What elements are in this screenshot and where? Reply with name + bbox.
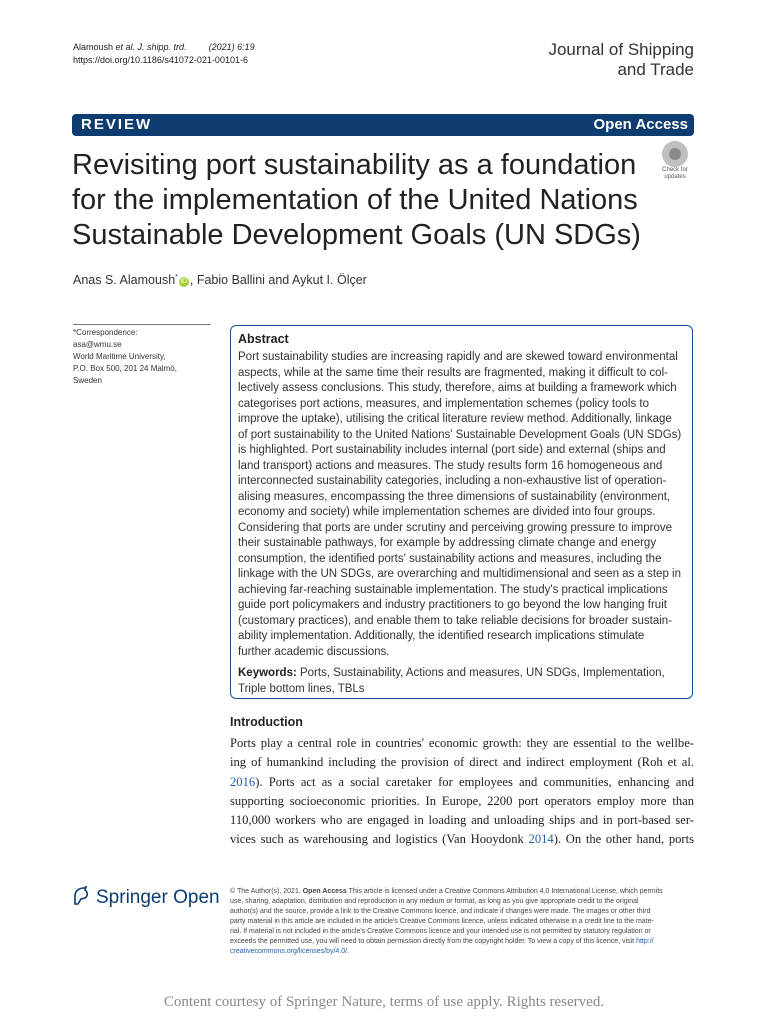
intro-line: Ports play a central role in countries' economic growth: they are essential to the wellbe- bbox=[230, 736, 694, 750]
abstract-line: (customary practices), and enable them to take reliable decisions for broader sustain- bbox=[238, 614, 673, 627]
intro-line-text: ). Ports act as a social caretaker for employees and communities, enhancing and bbox=[255, 774, 694, 789]
intro-line: 110,000 workers who are engaged in loading and unloading ships and in port-based ser- bbox=[230, 813, 694, 828]
check-updates-line1: Check for bbox=[662, 167, 688, 173]
abstract-line: Port sustainability studies are increasing rapidly and are skewed toward environmental bbox=[238, 351, 678, 363]
reference-link[interactable]: 2014 bbox=[528, 832, 554, 847]
publisher-name: Springer bbox=[96, 887, 168, 908]
author-list bbox=[73, 273, 367, 287]
license-line: rial. If material is not included in the article's Creative Commons licence and your intended use is not permitted by statutory regulation or bbox=[230, 928, 651, 935]
orcid-icon[interactable]: iD bbox=[180, 278, 188, 285]
keywords-label: Keywords: bbox=[238, 667, 297, 679]
correspondence-block bbox=[73, 327, 213, 387]
doi-link[interactable]: https://doi.org/10.1186/s41072-021-00101-6 bbox=[73, 55, 248, 65]
abstract-line: ability implementation. Additionally, the identified research implications stimulate bbox=[238, 630, 645, 642]
footer-notice: Content courtesy of Springer Nature, terms of use apply. Rights reserved. bbox=[163, 994, 605, 1010]
keywords bbox=[238, 666, 684, 697]
abstract-line: consumption, the identified ports' sustainability actions and measures, including the bbox=[238, 552, 662, 565]
license-open-access: Open Access bbox=[302, 888, 347, 895]
abstract-line: their sustainable pathways, for example by addressing climate change and energy bbox=[238, 537, 657, 549]
abstract-line: alising measures, encompassing the three dimensions of sustainability (environment, bbox=[238, 490, 671, 503]
corresponding-mark: * bbox=[175, 273, 178, 281]
citation-author: Alamoush bbox=[73, 42, 116, 52]
journal-name bbox=[548, 40, 694, 80]
correspondence-email[interactable]: asa@wmu.se bbox=[73, 340, 122, 349]
article-title: Revisiting port sustainability as a foundation for the implementation of the United Nations Sustainable Development Goals (UN SDGs) bbox=[72, 149, 641, 251]
springer-open-logo bbox=[72, 886, 220, 909]
affiliation-line2: P.O. Box 500, 201 24 Malmö, bbox=[73, 364, 177, 373]
correspondence-label: *Correspondence: bbox=[73, 328, 138, 337]
license-text bbox=[230, 887, 696, 957]
license-line: party material in this article are included in the article's Creative Commons licence, unless indicated otherwise in a credit line to the mate- bbox=[230, 918, 654, 925]
abstract-line: linkage with the UN SDGs, are overarching and multidimensional and seen as a step in bbox=[238, 568, 681, 580]
citation-year: (2021) 6:19 bbox=[208, 42, 255, 52]
intro-line bbox=[230, 830, 694, 849]
abstract-heading: Abstract bbox=[238, 332, 289, 346]
citation-line bbox=[73, 42, 255, 52]
keywords-line1: Ports, Sustainability, Actions and measures, UN SDGs, Implementation, bbox=[296, 667, 665, 679]
license-line: exceeds the permitted use, you will need to obtain permission directly from the copyright holder. To view a copy of this licence, visit bbox=[230, 938, 637, 945]
open-access-label: Open Access bbox=[593, 116, 688, 133]
check-updates-icon bbox=[662, 141, 688, 167]
article-type-label: REVIEW bbox=[81, 116, 153, 133]
intro-line: supporting socioeconomic priorities. In Europe, 2200 port operators employ more than bbox=[230, 793, 694, 808]
license-line: use, sharing, adaptation, distribution and reproduction in any medium or format, as long as you give appropriate credit to the original bbox=[230, 898, 639, 905]
abstract-line: aspects, while at the same time their results are fragmented, making it difficult to col- bbox=[238, 366, 668, 379]
license-end: . bbox=[347, 948, 350, 955]
intro-line bbox=[230, 773, 694, 792]
publisher-suffix: Open bbox=[173, 887, 220, 908]
copyright: © The Author(s), 2021. bbox=[230, 888, 303, 895]
check-updates-line2: updates bbox=[664, 174, 686, 180]
introduction-text bbox=[230, 734, 694, 850]
introduction-heading: Introduction bbox=[230, 715, 303, 729]
license-line: This article is licensed under a Creative Commons Attribution 4.0 International License, which permits bbox=[346, 888, 663, 895]
affiliation-line3: Sweden bbox=[73, 376, 102, 385]
license-link-cont[interactable]: creativecommons.org/licenses/by/4.0/ bbox=[230, 948, 348, 955]
springer-horse-icon bbox=[72, 886, 90, 906]
intro-line: ing of humankind including the provision of direct and indirect employment (Roh et al. bbox=[230, 755, 694, 770]
side-divider bbox=[73, 324, 211, 325]
author-rest: , Fabio Ballini and Aykut I. Ölçer bbox=[189, 273, 367, 287]
abstract-line: is highlighted. Port sustainability includes internal (port side) and external (ships and bbox=[238, 444, 666, 456]
abstract-line: achieving far-reaching sustainable implementation. The study's practical implications bbox=[238, 583, 668, 596]
journal-name-line1: Journal of Shipping bbox=[548, 40, 694, 59]
abstract-line: Considering that ports are under scrutiny and perceiving growing pressure to improve bbox=[238, 521, 673, 534]
abstract-line: interconnected sustainability categories, including a non-exhaustive list of operation- bbox=[238, 475, 667, 487]
license-link[interactable]: http:// bbox=[636, 938, 654, 945]
abstract-line: lectively assess conclusions. This study, therefore, aims at building a framework which bbox=[238, 382, 677, 394]
abstract-line: land transport) actions and measures. The study results form 16 homogeneous and bbox=[238, 459, 663, 472]
abstract-line: economy and society) while implementation schemes are divided into four groups. bbox=[238, 506, 656, 518]
check-for-updates-badge[interactable] bbox=[656, 141, 694, 179]
abstract-line: categorises port actions, measures, and implementation schemes (policy tools to bbox=[238, 397, 650, 410]
journal-name-line2: and Trade bbox=[617, 60, 694, 79]
abstract-line: further academic discussions. bbox=[238, 645, 390, 658]
reference-link[interactable]: 2016 bbox=[230, 774, 256, 789]
keywords-line2: Triple bottom lines, TBLs bbox=[238, 682, 365, 695]
abstract-line: improve the uptake), utilising the critical literature review method. Additionally, linkage bbox=[238, 413, 672, 425]
intro-line-text: vices such as warehousing and logistics (Van Hooydonk bbox=[230, 832, 529, 847]
article-type-banner bbox=[72, 114, 694, 136]
license-line: author(s) and the source, provide a link to the Creative Commons licence, and indicate if changes were made. The images or other third bbox=[230, 908, 651, 915]
abstract-text bbox=[238, 350, 684, 660]
affiliation-line1: World Maritime University, bbox=[73, 352, 166, 361]
abstract-line: of port sustainability to the United Nations' Sustainable Development Goals (UN SDGs) bbox=[238, 428, 682, 441]
citation-journal: et al. J. shipp. trd. bbox=[115, 42, 187, 52]
author-first: Anas S. Alamoush bbox=[73, 273, 176, 287]
intro-line-text: ). On the other hand, ports bbox=[553, 832, 695, 847]
abstract-line: guide port policymakers and industry practitioners to go beyond the low hanging fruit bbox=[238, 599, 667, 611]
